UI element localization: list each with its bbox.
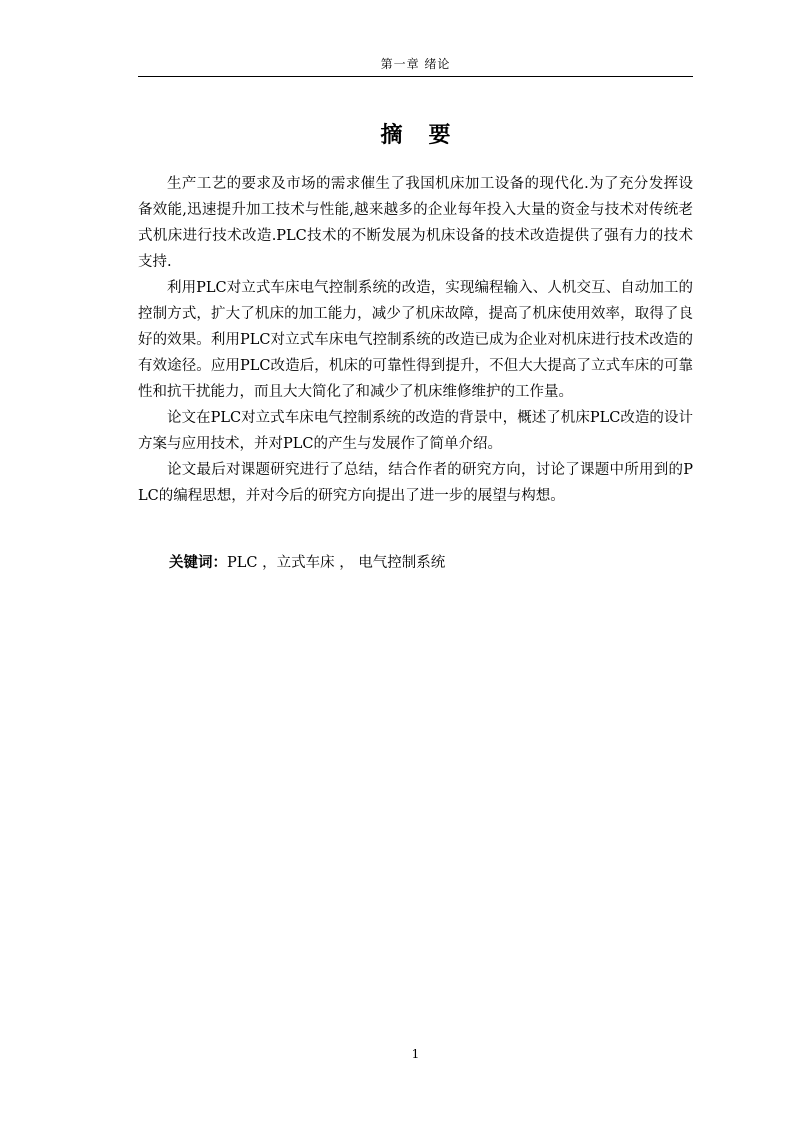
abstract-body: [138, 171, 693, 509]
running-header: 第一章 绪论: [380, 57, 451, 71]
abstract-paragraph: 论文最后对课题研究进行了总结，结合作者的研究方向，讨论了课题中所用到的PLC的编程思想，并对今后的研究方向提出了进一步的展望与构想。: [138, 462, 693, 504]
header-rule: [138, 76, 693, 77]
abstract-paragraph: 生产工艺的要求及市场的需求催生了我国机床加工设备的现代化.为了充分发挥设备效能,迅速提升加工技术与性能,越来越多的企业每年投入大量的资金与技术对传统老式机床进行技术改造.PLC技术的不断发展为机床设备的技术改造提供了强有力的技术支持.: [138, 176, 693, 270]
keywords-line: [169, 552, 689, 574]
page-number: 1: [411, 1047, 420, 1061]
abstract-paragraph: 论文在PLC对立式车床电气控制系统的改造的背景中，概述了机床PLC改造的设计方案与应用技术，并对PLC的产生与发展作了简单介绍。: [138, 410, 693, 452]
keywords-label: 关键词：: [169, 554, 227, 571]
abstract-paragraph: 利用PLC对立式车床电气控制系统的改造，实现编程输入、人机交互、自动加工的控制方式，扩大了机床的加工能力，减少了机床故障，提高了机床使用效率，取得了良好的效果。利用PLC对立式车床电气控制系统的改造已成为企业对机床进行技术改造的有效途径。应用PLC改造后，机床的可靠性得到提升，不但大大提高了立式车床的可靠性和抗干扰能力，而且大大简化了和减少了机床维修维护的工作量。: [138, 280, 693, 400]
keywords-text: PLC ，立式车床 ， 电气控制系统: [227, 555, 446, 571]
abstract-title: 摘要: [380, 122, 477, 148]
